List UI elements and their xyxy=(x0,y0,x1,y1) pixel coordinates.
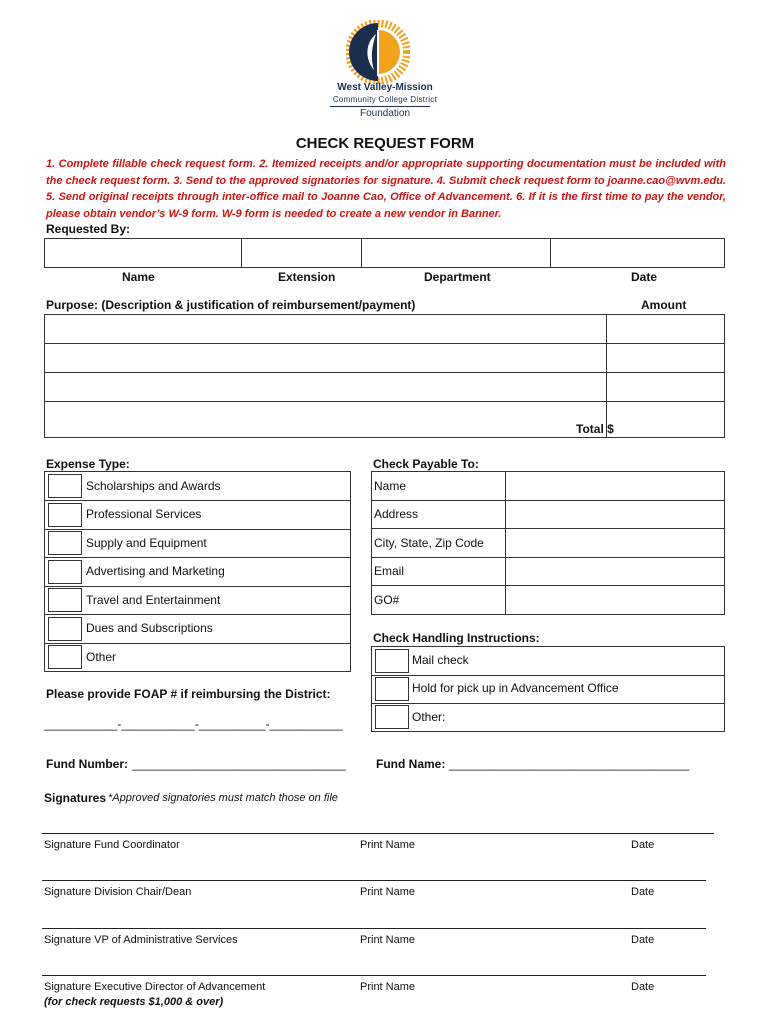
column-name-label: Name xyxy=(122,270,155,284)
requested-by-table xyxy=(44,238,725,268)
signature-line-fund-coordinator[interactable] xyxy=(42,833,714,834)
print-name-label: Print Name xyxy=(360,839,416,851)
hold-pickup-label: Hold for pick up in Advancement Office xyxy=(412,681,619,695)
amount-input[interactable] xyxy=(607,373,724,401)
signatures-note: *Approved signatories must match those on file xyxy=(108,792,338,804)
mail-check-checkbox[interactable] xyxy=(375,649,409,673)
foap-label: Please provide FOAP # if reimbursing the District: xyxy=(46,687,331,701)
fund-number-input[interactable]: ________________________________ xyxy=(132,757,346,771)
amount-input[interactable] xyxy=(607,315,724,343)
expense-dues-label: Dues and Subscriptions xyxy=(86,621,213,635)
purpose-description-input[interactable] xyxy=(45,344,606,372)
column-department-label: Department xyxy=(424,270,491,284)
payee-go-number-label: GO# xyxy=(374,593,400,607)
signature-date-label: Date xyxy=(631,839,655,851)
expense-other-label: Other xyxy=(86,650,117,664)
expense-scholarships-checkbox[interactable] xyxy=(48,474,82,498)
page-title: CHECK REQUEST FORM xyxy=(295,135,475,152)
payee-city-state-zip-label: City, State, Zip Code xyxy=(374,536,484,550)
column-date-label: Date xyxy=(631,270,658,284)
print-name-label: Print Name xyxy=(360,934,416,946)
expense-scholarships-label: Scholarships and Awards xyxy=(86,479,221,493)
amount-input[interactable] xyxy=(607,344,724,372)
purpose-description-input[interactable] xyxy=(45,373,606,401)
payee-email-input[interactable] xyxy=(506,557,724,584)
signature-threshold-note: (for check requests $1,000 & over) xyxy=(44,996,224,1008)
logo-text-district: West Valley-Mission xyxy=(337,82,433,93)
expense-type-label: Expense Type: xyxy=(46,457,130,471)
payee-go-number-input[interactable] xyxy=(506,585,724,614)
expense-dues-checkbox[interactable] xyxy=(48,617,82,641)
signature-role-label: Signature Executive Director of Advancement xyxy=(44,981,266,993)
purpose-description-input[interactable] xyxy=(45,402,606,437)
signature-date-label: Date xyxy=(631,934,655,946)
handling-other-label: Other: xyxy=(412,710,446,724)
request-date-input[interactable] xyxy=(551,239,724,267)
signature-role-label: Signature VP of Administrative Services xyxy=(44,934,238,946)
expense-professional-services-checkbox[interactable] xyxy=(48,503,82,527)
expense-other-checkbox[interactable] xyxy=(48,645,82,669)
fund-number-label: Fund Number: xyxy=(46,757,128,771)
print-name-label: Print Name xyxy=(360,886,416,898)
signature-role-label: Signature Fund Coordinator xyxy=(44,839,180,851)
logo-leaf-icon xyxy=(349,23,378,81)
signature-date-label: Date xyxy=(631,886,655,898)
purpose-label: Purpose: (Description & justification of reimbursement/payment) xyxy=(46,298,416,312)
signature-date-label: Date xyxy=(631,981,655,993)
signature-line-exec-director[interactable] xyxy=(42,975,706,976)
purpose-description-input[interactable] xyxy=(45,315,606,343)
instructions-text: 1. Complete fillable check request form. 2. Itemized receipts and/or appropriate supporting documentation must be included with the check request form. 3. Send to the approved signatories for signature. 4. Submit check request form to joanne.cao@wvm.edu. 5. Send original receipts through inter-office mail to Joanne Cao, Office of Advancement. 6. If it is the first time to pay the vendor, please obtain vendor’s W-9 form. W-9 form is needed to create a new vendor in Banner. xyxy=(46,158,726,220)
check-handling-label: Check Handling Instructions: xyxy=(373,631,540,645)
expense-professional-services-label: Professional Services xyxy=(86,507,202,521)
logo-divider xyxy=(330,106,430,107)
amount-label: Amount xyxy=(641,298,687,312)
purpose-table xyxy=(44,314,725,438)
signature-line-vp-admin[interactable] xyxy=(42,928,706,929)
payee-name-label: Name xyxy=(374,479,407,493)
requester-extension-input[interactable] xyxy=(242,239,361,267)
mail-check-label: Mail check xyxy=(412,653,469,667)
payee-city-state-zip-input[interactable] xyxy=(506,528,724,556)
payee-email-label: Email xyxy=(374,564,405,578)
print-name-label: Print Name xyxy=(360,981,416,993)
expense-supply-equipment-checkbox[interactable] xyxy=(48,531,82,555)
hold-pickup-checkbox[interactable] xyxy=(375,677,409,701)
total-label: Total $ xyxy=(576,422,614,436)
foundation-logo xyxy=(346,20,410,84)
payee-address-input[interactable] xyxy=(506,500,724,527)
total-amount-input[interactable] xyxy=(607,402,724,437)
check-payable-label: Check Payable To: xyxy=(373,457,479,471)
expense-advertising-label: Advertising and Marketing xyxy=(86,564,225,578)
logo-text-foundation: Foundation xyxy=(359,108,411,119)
signatures-label: Signatures xyxy=(44,791,107,805)
fund-name-label: Fund Name: xyxy=(376,757,446,771)
payee-address-label: Address xyxy=(374,507,419,521)
requester-department-input[interactable] xyxy=(362,239,550,267)
expense-supply-equipment-label: Supply and Equipment xyxy=(86,536,207,550)
fund-name-input[interactable]: ____________________________________ xyxy=(449,757,690,771)
payee-name-input[interactable] xyxy=(506,472,724,499)
handling-other-checkbox[interactable] xyxy=(375,705,409,729)
requester-name-input[interactable] xyxy=(45,239,241,267)
expense-travel-checkbox[interactable] xyxy=(48,588,82,612)
expense-advertising-checkbox[interactable] xyxy=(48,560,82,584)
requested-by-label: Requested By: xyxy=(46,222,131,236)
expense-travel-label: Travel and Entertainment xyxy=(86,593,221,607)
signature-role-label: Signature Division Chair/Dean xyxy=(44,886,192,898)
logo-text-subtitle: Community College District xyxy=(332,95,438,104)
column-extension-label: Extension xyxy=(278,270,336,284)
signature-line-division-chair[interactable] xyxy=(42,880,706,881)
foap-input[interactable]: ___________-___________-__________-___________ xyxy=(44,717,343,731)
